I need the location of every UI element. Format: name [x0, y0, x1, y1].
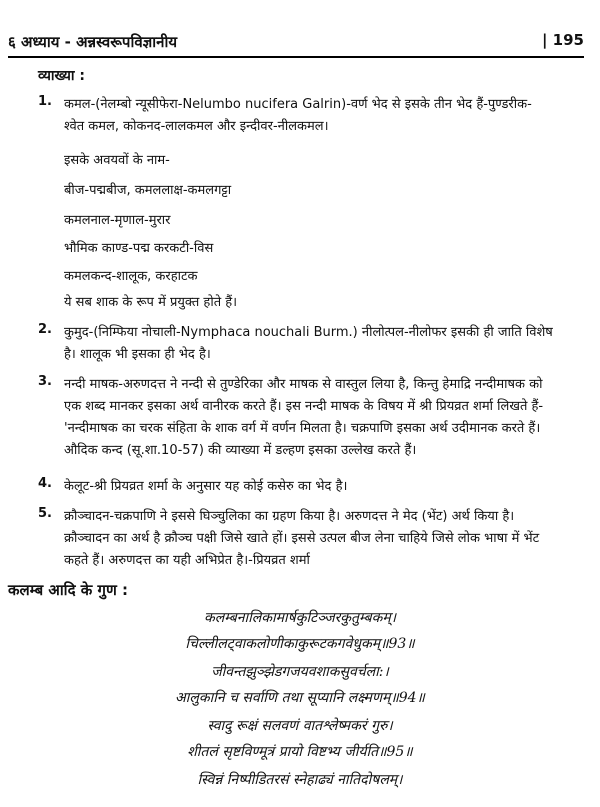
- verse-line: कलम्बनालिकामार्षकुटिञ्जरकुतुम्बकम्।: [203, 610, 397, 626]
- section-label: व्याख्या :: [38, 68, 85, 84]
- verse-line: स्वादु रूक्षं सलवणं वातश्लेष्मकरं गुरु।: [207, 718, 393, 734]
- item-line: एक शब्द मानकर इसका अर्थ वानीरक करते हैं। इस नन्दी माषक के विषय में श्री प्रियव्रत शर्मा लिखते हैं-: [64, 399, 544, 414]
- item-line: श्वेत कमल, कोकनद-लालकमल और इन्दीवर-नीलकमल।: [64, 119, 329, 134]
- sub-line: इसके अवयवों के नाम-: [64, 153, 170, 168]
- verse-line: जीवन्तझुञ्झेडगजयवशाकसुवर्चला:।: [211, 664, 389, 680]
- item-line: 'नन्दीमाषक का चरक संहिता के शाक वर्ग में वर्णन मिलता है। चक्रपाणि इसका अर्थ उदीमानक करते हैं।: [64, 421, 541, 436]
- page-header: [8, 26, 584, 58]
- item-number: 5.: [38, 506, 52, 521]
- item-number: 4.: [38, 476, 52, 491]
- item-line: क्रौञ्चादन का अर्थ है क्रौञ्च पक्षी जिसे खाते हों। इससे उत्पल बीज लेना चाहिये जिसे लोक भाषा में भेंट: [64, 531, 540, 546]
- item-line: कहते हैं। अरुणदत्त का यही अभिप्रेत है।-प्रियव्रत शर्मा: [64, 553, 310, 568]
- item-number: 1.: [38, 94, 52, 109]
- sub-line: कमलकन्द-शालूक, करहाटक: [64, 269, 198, 284]
- verse-line: आलुकानि च सर्वाणि तथा सूप्यानि लक्ष्मणम्॥94॥: [175, 690, 425, 706]
- item-line: औदिक कन्द (सू.शा.10-57) की व्याख्या में डल्हण इसका उल्लेख करते हैं।: [64, 443, 417, 458]
- verse-line: चिल्लीलट्वाकलोणीकाकुरूटकगवेधुकम्॥93॥: [185, 636, 415, 652]
- verse-line: शीतलं सृष्टविण्मूत्रं प्रायो विष्टभ्य जीर्यति॥95॥: [187, 744, 413, 760]
- item-line: कुमुद-(निम्फिया नोचाली-Nymphaca nouchali Burm.) नीलोत्पल-नीलोफर इसकी ही जाति विशेष: [64, 325, 553, 340]
- page-number: | 195: [541, 31, 584, 49]
- item-number: 2.: [38, 322, 52, 337]
- item-line: नन्दी माषक-अरुणदत्त ने नन्दी से तुण्डेरिका और माषक से वास्तुल लिया है, किन्तु हेमाद्रि नन्दीमाषक को: [64, 377, 543, 392]
- item-line: केलूट-श्री प्रियव्रत शर्मा के अनुसार यह कोई कसेरु का भेद है।: [64, 479, 348, 494]
- item-number: 3.: [38, 374, 52, 389]
- item-line: क्रौञ्चादन-चक्रपाणि ने इससे घिञ्चुलिका का ग्रहण किया है। अरुणदत्त ने मेद (भेंट) अर्थ किया है।: [64, 509, 515, 524]
- sub-line: बीज-पद्मबीज, कमललाक्ष-कमलगट्टा: [64, 183, 232, 198]
- sub-line: ये सब शाक के रूप में प्रयुक्त होते हैं।: [64, 295, 238, 310]
- sub-line: कमलनाल-मृणाल-मुरार: [64, 213, 171, 228]
- gunaa-heading: कलम्ब आदि के गुण :: [8, 581, 129, 599]
- sub-line: भौमिक काण्ड-पद्म करकटी-विस: [64, 241, 214, 256]
- verse-line: स्विन्नं निष्पीडितरसं स्नेहाढ्यं नातिदोषलम्।: [197, 772, 403, 788]
- item-line: है। शालूक भी इसका ही भेद है।: [64, 347, 211, 362]
- chapter-title: ६ अध्याय - अन्नस्वरूपविज्ञानीय: [8, 33, 178, 51]
- item-line: कमल-(नेलम्बो न्यूसीफेरा-Nelumbo nucifera Galrin)-वर्ण भेद से इसके तीन भेद हैं-पुण्डरीक-: [64, 97, 532, 112]
